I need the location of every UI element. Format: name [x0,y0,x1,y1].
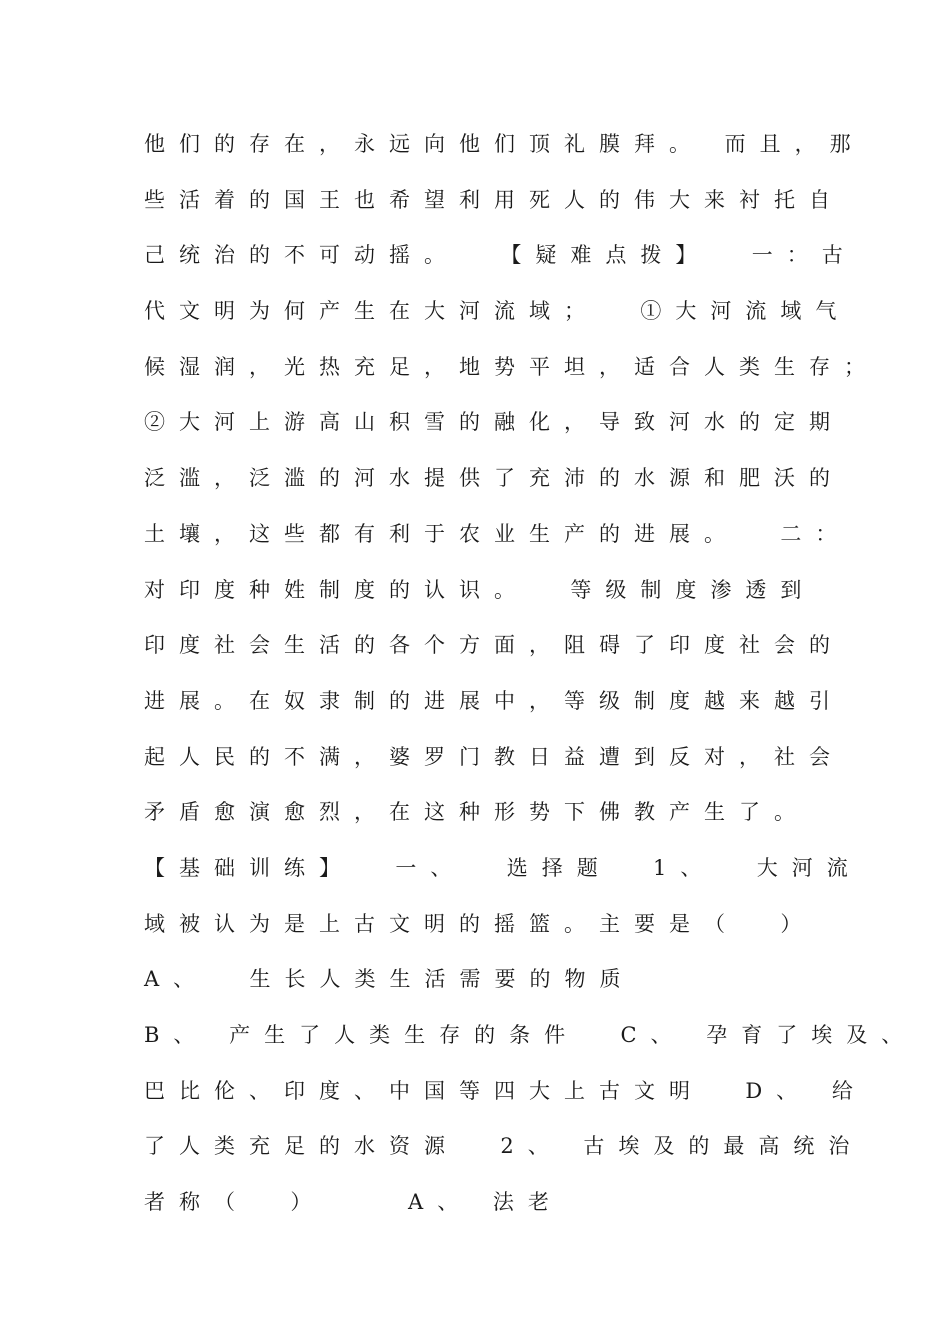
text-line-13: 矛盾愈演愈烈，在这种形势下佛教产生了。 [144,800,809,825]
text-line-16: A、 生长人类生活需要的物质 [144,967,635,992]
text-line-20: 者称（ ） A、 法老 [144,1190,563,1215]
text-line-18: 巴比伦、印度、中国等四大上古文明 D、 给 [144,1078,867,1103]
text-line-1: 他们的存在，永远向他们顶礼膜拜。 而且，那 [144,132,865,156]
text-line-10: 印度社会生活的各个方面，阻碍了印度社会的 [144,633,844,658]
text-line-11: 进展。在奴隶制的进展中，等级制度越来越引 [144,688,844,713]
document-text-body [144,128,917,1242]
text-line-7: 泛滥，泛滥的河水提供了充沛的水源和肥沃的 [144,466,844,491]
text-line-4: 代文明为何产生在大河流域； ①大河流域气 [144,299,851,324]
text-line-3: 己统治的不可动摇。 【疑难点拨】 一：古 [144,243,857,268]
text-line-9: 对印度种姓制度的认识。 等级制度渗透到 [144,577,816,602]
text-line-17: B、 产生了人类生存的条件 C、 孕育了埃及、 [144,1023,917,1047]
text-line-5: 候湿润，光热充足，地势平坦，适合人类生存； [144,354,879,379]
text-line-15: 域被认为是上古文明的摇篮。主要是（ ） [144,911,816,936]
text-line-12: 起人民的不满，婆罗门教日益遭到反对，社会 [144,744,844,769]
text-line-2: 些活着的国王也希望利用死人的伟大来衬托自 [144,187,844,212]
text-line-6: ②大河上游高山积雪的融化，导致河水的定期 [144,410,844,435]
text-line-14: 【基础训练】 一、 选择题 1、 大河流 [144,855,862,880]
text-line-8: 土壤，这些都有利于农业生产的进展。 二： [144,521,851,546]
text-line-19: 了人类充足的水资源 2、 古埃及的最高统治 [144,1134,864,1159]
